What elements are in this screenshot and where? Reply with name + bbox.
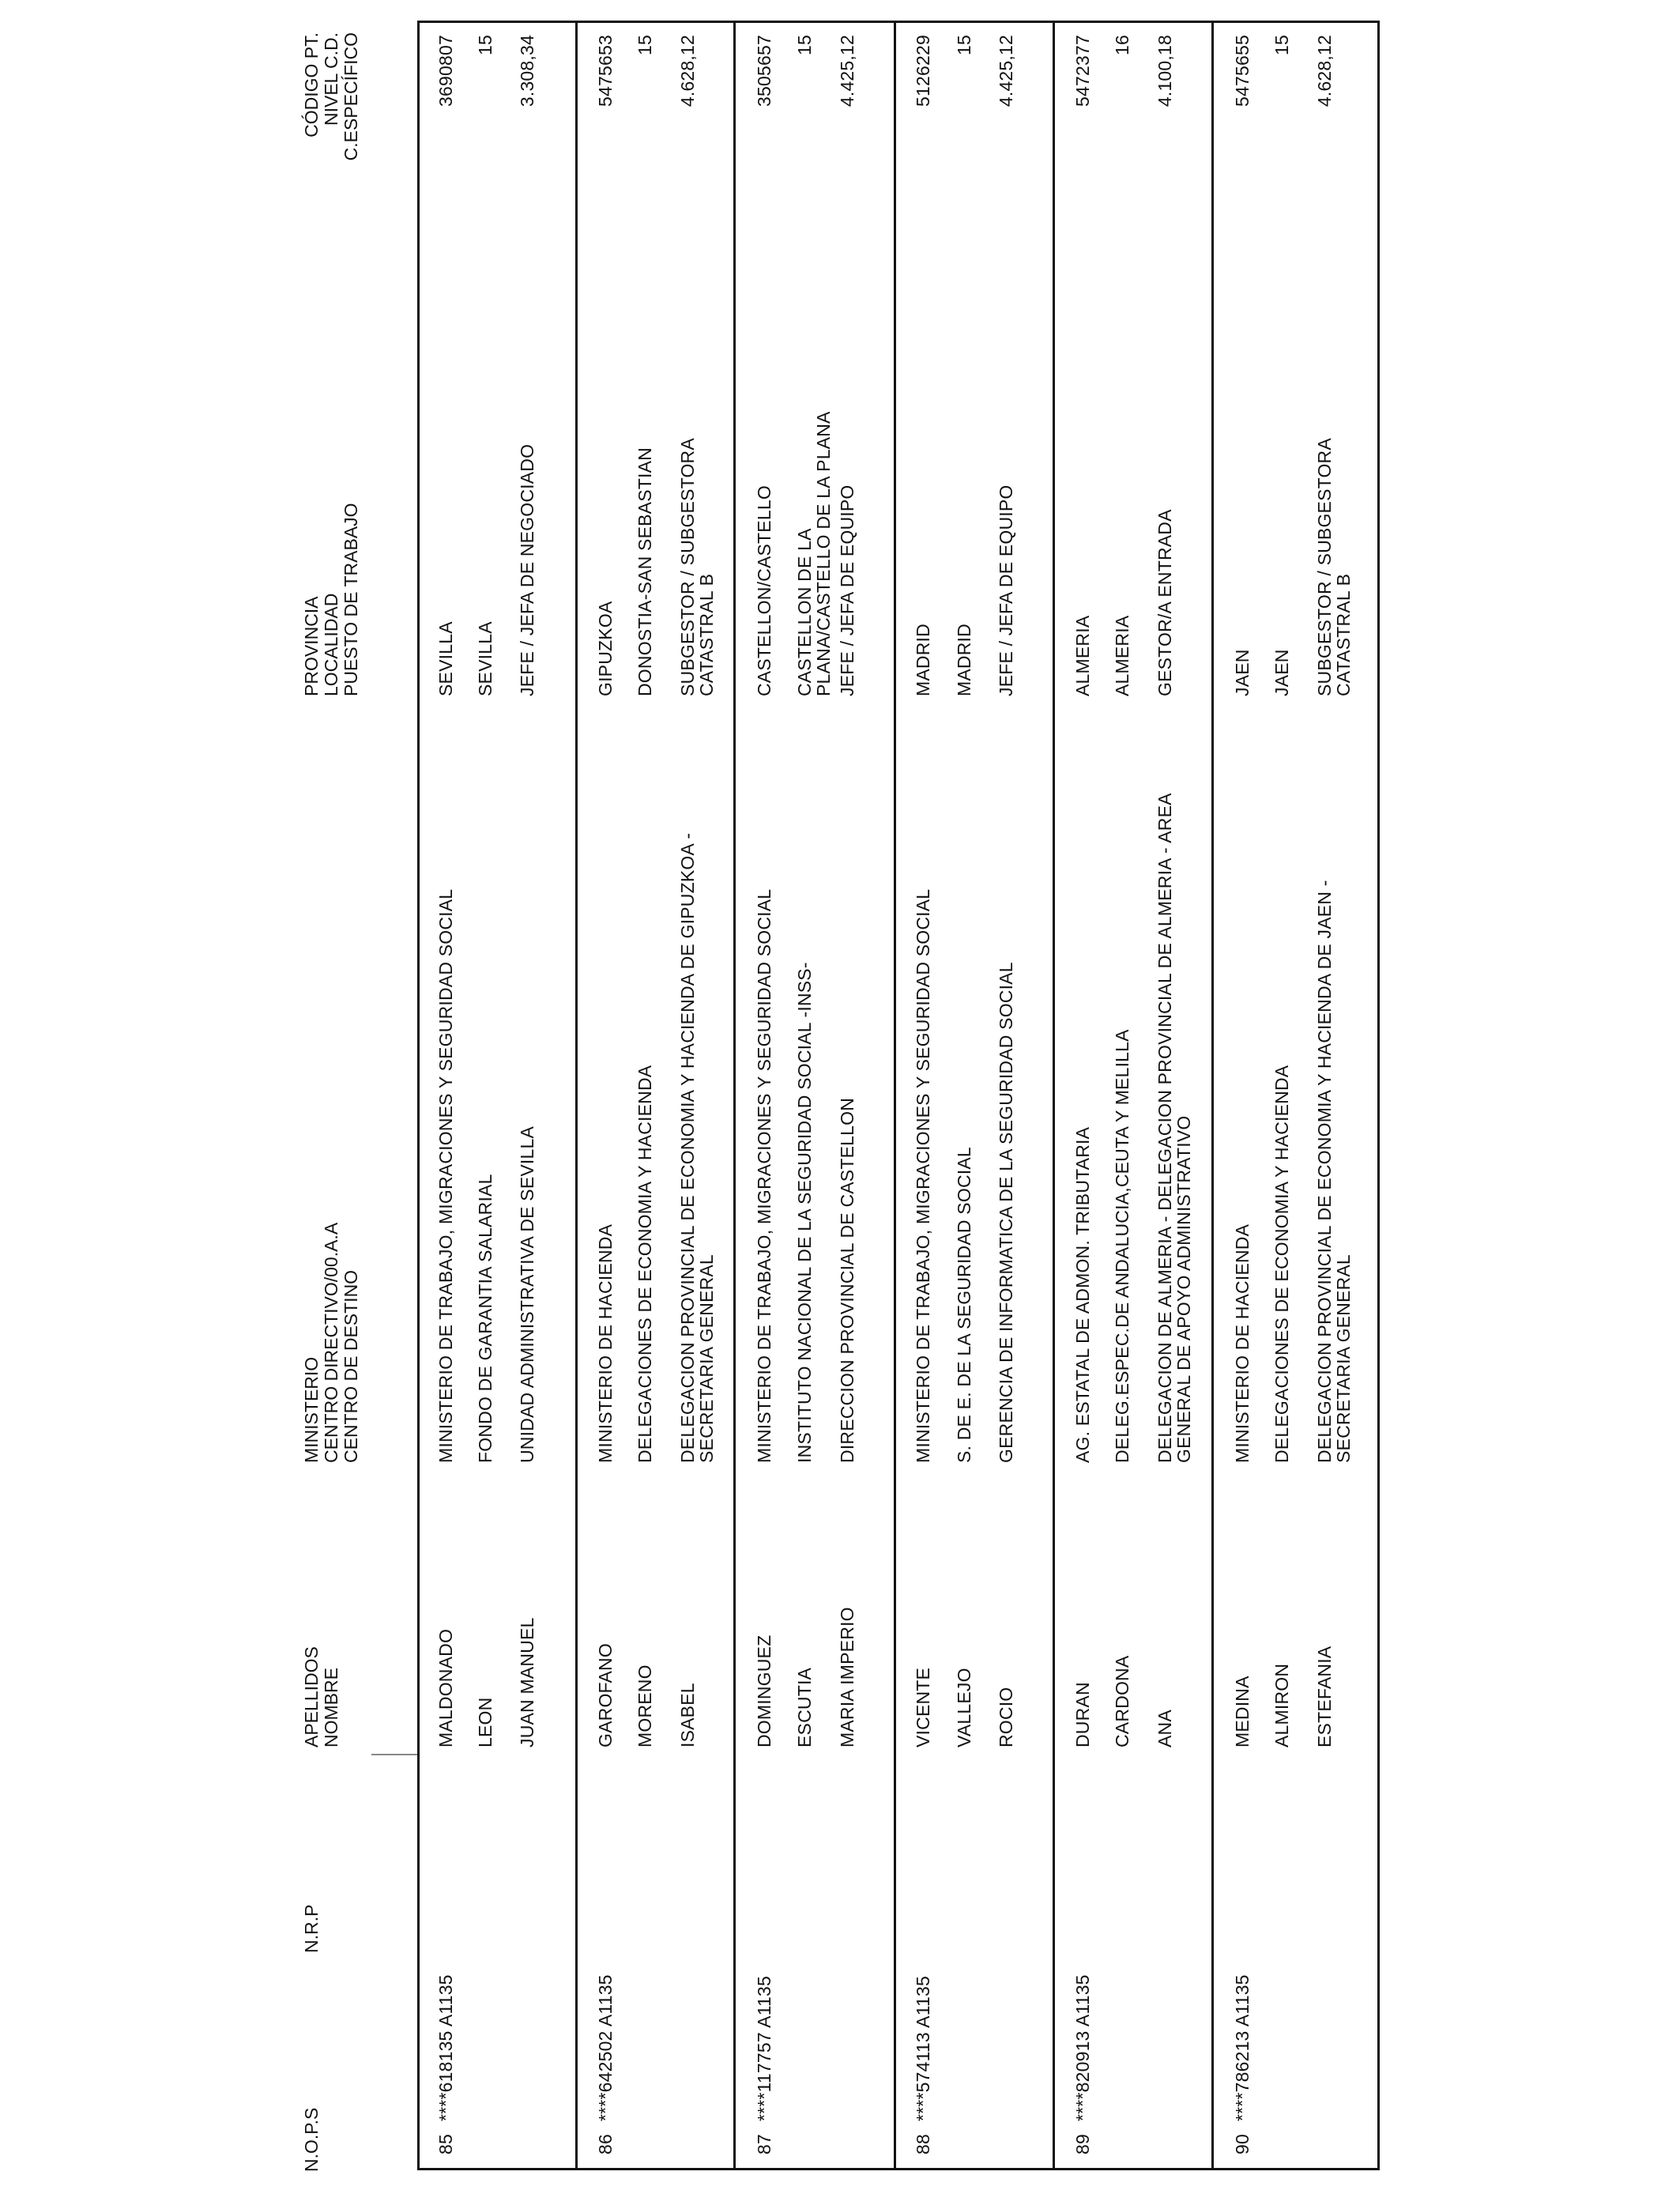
apellido-2: ESCUTIA [794,1667,815,1747]
nrp-code: ****642502 A1135 [595,1974,616,2121]
row-divider [1053,21,1055,2170]
complemento-especifico: 4.425,12 [837,35,857,107]
apellido-2: LEON [475,1697,495,1747]
puesto-trabajo: SUBGESTOR / SUBGESTORA [677,438,698,696]
complemento-especifico: 4.425,12 [996,35,1016,107]
localidad: ALMERIA [1112,615,1132,696]
complemento-especifico: 4.100,18 [1155,35,1175,107]
nombre: ESTEFANIA [1314,1646,1335,1747]
puesto-trabajo-cont: CATASTRAL B [1333,573,1354,696]
puesto-trabajo: SUBGESTOR / SUBGESTORA [1314,438,1335,696]
centro-directivo: DELEG.ESPEC.DE ANDALUCIA,CEUTA Y MELILLA [1112,1029,1132,1463]
apellido-1: GAROFANO [595,1643,616,1747]
provincia: CASTELLON/CASTELLO [754,485,774,696]
localidad: DONOSTIA-SAN SEBASTIAN [635,447,655,696]
row-divider [1211,21,1214,2170]
centro-destino: DELEGACION DE ALMERIA - DELEGACION PROVINCIAL DE ALMERIA - AREA [1155,793,1175,1463]
nombre: ROCIO [996,1687,1016,1747]
apellido-2: CARDONA [1112,1655,1132,1747]
centro-directivo: INSTITUTO NACIONAL DE LA SEGURIDAD SOCIAL -INSS- [794,962,815,1463]
apellido-1: DURAN [1072,1682,1093,1747]
nivel-cd: 15 [635,35,655,55]
row-divider [575,21,578,2170]
localidad: SEVILLA [475,621,495,696]
apellido-1: MALDONADO [435,1628,456,1747]
centro-destino-cont: SECRETARIA GENERAL [1333,1254,1354,1463]
nombre: ISABEL [677,1683,698,1747]
ministerio: MINISTERIO DE TRABAJO, MIGRACIONES Y SEGURIDAD SOCIAL [913,888,933,1463]
nivel-cd: 15 [1271,35,1292,55]
nops-number: 85 [435,2134,456,2154]
header-apellidos-nombre: APELLIDOS NOMBRE [301,1646,341,1747]
nivel-cd: 15 [475,35,495,55]
apellido-1: VICENTE [913,1667,933,1747]
provincia: SEVILLA [435,621,456,696]
centro-destino-cont: GENERAL DE APOYO ADMINISTRATIVO [1173,1115,1194,1463]
records-table-frame [417,21,1380,2170]
centro-destino: UNIDAD ADMINISTRATIVA DE SEVILLA [517,1125,537,1463]
header-nrp: N.R.P [301,1904,322,1953]
provincia: ALMERIA [1072,615,1093,696]
nivel-cd: 16 [1112,35,1132,55]
apellido-2: MORENO [635,1664,655,1747]
nops-number: 86 [595,2134,616,2154]
nrp-code: ****786213 A1135 [1232,1974,1252,2121]
codigo-pt: 5126229 [913,35,933,107]
provincia: GIPUZKOA [595,601,616,696]
centro-destino: GERENCIA DE INFORMATICA DE LA SEGURIDAD SOCIAL [996,962,1016,1463]
puesto-trabajo: JEFE / JEFA DE EQUIPO [996,484,1016,696]
puesto-trabajo: GESTOR/A ENTRADA [1155,509,1175,696]
nombre: MARIA IMPERIO [837,1607,857,1747]
ministerio: MINISTERIO DE TRABAJO, MIGRACIONES Y SEGURIDAD SOCIAL [435,888,456,1463]
nops-number: 90 [1232,2134,1252,2154]
apellido-1: MEDINA [1232,1676,1252,1747]
nivel-cd: 15 [954,35,974,55]
ministerio: MINISTERIO DE HACIENDA [1232,1223,1252,1463]
centro-destino: DELEGACION PROVINCIAL DE ECONOMIA Y HACIENDA DE JAEN - [1314,880,1335,1463]
header-provincia-localidad-puesto: PROVINCIA LOCALIDAD PUESTO DE TRABAJO [301,503,361,696]
nops-number: 89 [1072,2134,1093,2154]
centro-directivo: DELEGACIONES DE ECONOMIA Y HACIENDA [635,1065,655,1463]
nops-number: 87 [754,2134,774,2154]
localidad: JAEN [1271,649,1292,696]
codigo-pt: 5475653 [595,35,616,107]
localidad: CASTELLON DE LA [794,528,815,696]
nombre: JUAN MANUEL [517,1617,537,1747]
ministerio: MINISTERIO DE TRABAJO, MIGRACIONES Y SEGURIDAD SOCIAL [754,888,774,1463]
puesto-trabajo: JEFE / JEFA DE NEGOCIADO [517,443,537,696]
centro-directivo: DELEGACIONES DE ECONOMIA Y HACIENDA [1271,1065,1292,1463]
localidad-cont: PLANA/CASTELLO DE LA PLANA [813,411,834,696]
provincia: MADRID [913,624,933,696]
header-codigo-nivel-especifico: CÓDIGO PT. NIVEL C.D. C.ESPECÍFICO [301,32,361,161]
codigo-pt: 3505657 [754,35,774,107]
centro-directivo: S. DE E. DE LA SEGURIDAD SOCIAL [954,1147,974,1463]
centro-destino: DIRECCION PROVINCIAL DE CASTELLON [837,1097,857,1463]
codigo-pt: 5472377 [1072,35,1093,107]
complemento-especifico: 4.628,12 [1314,35,1335,107]
nrp-code: ****117757 A1135 [754,1976,774,2121]
ministerio: MINISTERIO DE HACIENDA [595,1223,616,1463]
nivel-cd: 15 [794,35,815,55]
header-nops: N.O.P.S [301,2107,322,2172]
nops-number: 88 [913,2134,933,2154]
puesto-trabajo-cont: CATASTRAL B [696,573,717,696]
nrp-code: ****574113 A1135 [913,1976,933,2121]
codigo-pt: 3690807 [435,35,456,107]
complemento-especifico: 3.308,34 [517,35,537,107]
apellido-2: ALMIRON [1271,1663,1292,1747]
ministerio: AG. ESTATAL DE ADMON. TRIBUTARIA [1072,1126,1093,1463]
puesto-trabajo: JEFE / JEFA DE EQUIPO [837,484,857,696]
centro-directivo: FONDO DE GARANTIA SALARIAL [475,1174,495,1463]
centro-destino-cont: SECRETARIA GENERAL [696,1254,717,1463]
row-divider [733,21,736,2170]
centro-destino: DELEGACION PROVINCIAL DE ECONOMIA Y HACIENDA DE GIPUZKOA - [677,832,698,1463]
codigo-pt: 5475655 [1232,35,1252,107]
nrp-code: ****618135 A1135 [435,1974,456,2121]
nrp-code: ****820913 A1135 [1072,1974,1093,2121]
apellido-1: DOMINGUEZ [754,1634,774,1747]
header-ministerio-centros: MINISTERIO CENTRO DIRECTIVO/00.A.A CENTRO DE DESTINO [301,1222,361,1463]
localidad: MADRID [954,624,974,696]
provincia: JAEN [1232,649,1252,696]
column-guide [371,1754,419,1755]
complemento-especifico: 4.628,12 [677,35,698,107]
row-divider [894,21,896,2170]
apellido-2: VALLEJO [954,1668,974,1747]
nombre: ANA [1155,1710,1175,1747]
